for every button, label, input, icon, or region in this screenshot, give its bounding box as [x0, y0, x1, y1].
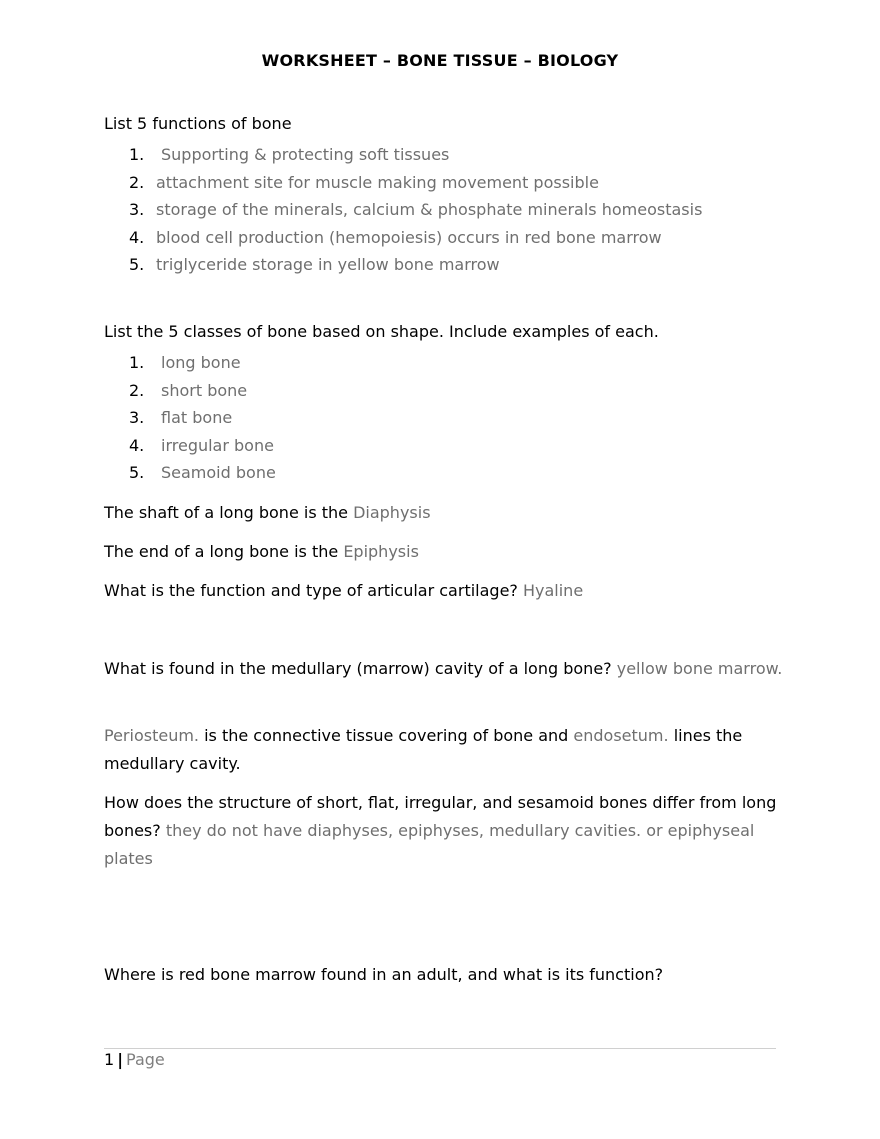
list-item-number: 4.: [129, 227, 145, 247]
question-prompt: What is the function and type of articular cartilage?: [104, 581, 523, 600]
question-functions-of-bone: [104, 110, 784, 138]
question-prompt: List the 5 classes of bone based on shape. Include examples of each.: [104, 322, 659, 341]
list-item-number: 4.: [129, 435, 145, 455]
list-item-answer: long bone: [161, 353, 241, 372]
question-prompt: List 5 functions of bone: [104, 114, 292, 133]
answer-text: yellow bone marrow.: [616, 659, 783, 678]
question-articular-cartilage: [104, 577, 784, 605]
question-bone-structure-difference: [104, 789, 784, 873]
list-item-number: 2.: [129, 172, 145, 192]
list-item-number: 1.: [129, 353, 145, 372]
answer-text: Epiphysis: [343, 542, 419, 561]
list-item-answer: Supporting & protecting soft tissues: [161, 145, 450, 164]
answer-text: endosetum.: [573, 726, 669, 745]
list-item-answer: short bone: [161, 380, 248, 400]
list-item-number: 1.: [129, 145, 145, 164]
answer-text: Hyaline: [522, 581, 584, 600]
question-prompt: Where is red bone marrow found in an adult, and what is its function?: [104, 965, 664, 984]
question-medullary-cavity: [104, 655, 784, 683]
page-number: 1: [104, 1050, 115, 1069]
list-item-answer: irregular bone: [161, 435, 274, 455]
question-text: is the connective tissue covering of bone and: [199, 726, 574, 745]
question-bone-classes: [104, 318, 784, 346]
footer-separator: |: [117, 1050, 124, 1069]
answer-text: Periosteum.: [104, 726, 199, 745]
list-item-number: 5.: [129, 463, 145, 483]
question-periosteum-endosteum: [104, 722, 784, 778]
question-long-bone-shaft: [104, 499, 784, 527]
list-item-number: 3.: [129, 408, 145, 428]
answer-text: they do not have diaphyses, epiphyses, medullary cavities. or epiphyseal plates: [104, 821, 755, 868]
page-title: WORKSHEET – BONE TISSUE – BIOLOGY: [261, 51, 619, 70]
question-prompt: The end of a long bone is the: [104, 542, 344, 561]
answer-text: Diaphysis: [353, 503, 431, 522]
question-red-bone-marrow: [104, 961, 784, 989]
question-prompt: The shaft of a long bone is the: [104, 503, 354, 522]
question-text: lines the medullary cavity.: [104, 726, 743, 773]
list-item-answer: blood cell production (hemopoiesis) occurs in red bone marrow: [156, 227, 662, 247]
list-item-number: 3.: [129, 200, 145, 220]
list-item-number: 5.: [129, 255, 145, 275]
list-item-answer: Seamoid bone: [161, 463, 276, 483]
question-prompt: What is found in the medullary (marrow) cavity of a long bone?: [104, 659, 617, 678]
list-item-number: 2.: [129, 380, 145, 400]
footer-divider: [104, 1048, 776, 1049]
list-item-answer: attachment site for muscle making movement possible: [156, 172, 599, 192]
list-item-answer: triglyceride storage in yellow bone marrow: [156, 255, 500, 275]
list-item-answer: flat bone: [161, 408, 233, 428]
page-footer: [104, 1049, 165, 1071]
question-prompt: How does the structure of short, flat, irregular, and sesamoid bones differ from long bones?: [104, 793, 777, 840]
question-long-bone-end: [104, 538, 784, 566]
list-item-answer: storage of the minerals, calcium & phosphate minerals homeostasis: [156, 200, 703, 220]
page-label: Page: [126, 1050, 165, 1069]
